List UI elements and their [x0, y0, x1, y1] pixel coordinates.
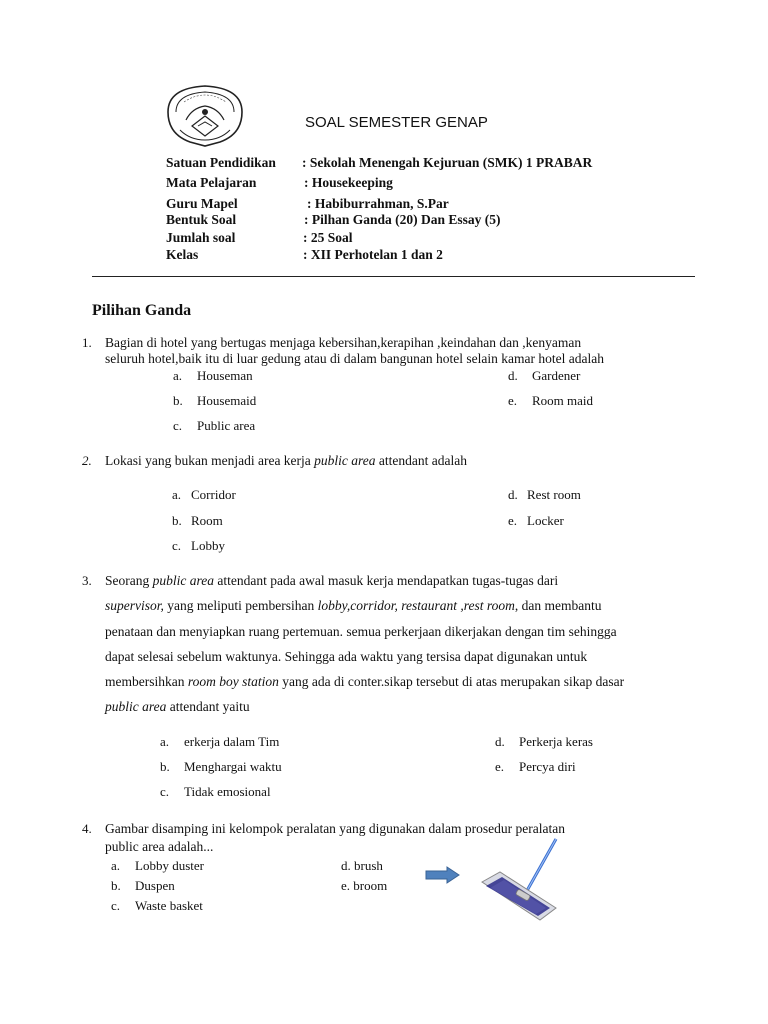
text-run: yang meliputi pembersihan [163, 598, 318, 613]
text-run-italic: public area [152, 573, 214, 588]
option-b-letter: b. [173, 393, 183, 408]
page-title: SOAL SEMESTER GENAP [305, 114, 488, 131]
option-e-letter: e. [508, 393, 518, 408]
option-e[interactable]: Locker [527, 513, 564, 528]
option-a[interactable]: Corridor [191, 487, 236, 502]
option-e[interactable]: Percya diri [519, 759, 576, 774]
text-run-italic: supervisor, [105, 598, 164, 613]
option-b[interactable]: Duspen [135, 878, 175, 893]
option-b[interactable]: Housemaid [197, 393, 257, 408]
option-d-letter: d. [508, 368, 518, 383]
text-run: attendant adalah [375, 453, 468, 468]
question-text-line [105, 598, 601, 614]
header-value-satuan: : Sekolah Menengah Kejuruan (SMK) 1 PRABAR [302, 155, 593, 170]
header-label-satuan: Satuan Pendidikan [166, 155, 276, 170]
option-a[interactable]: Lobby duster [135, 858, 204, 873]
text-run: yang ada di conter.sikap tersebut di atas merupakan sikap dasar [278, 674, 625, 689]
option-a-letter: a. [172, 487, 182, 502]
text-run: attendant pada awal masuk kerja mendapatkan tugas-tugas dari [214, 573, 559, 588]
option-e[interactable]: e. broom [341, 878, 388, 893]
option-c[interactable]: Public area [197, 418, 256, 433]
question-text-line: seluruh hotel,baik itu di luar gedung atau di dalam bangunan hotel selain kamar hotel adalah [105, 351, 604, 366]
option-c[interactable]: Lobby [191, 538, 225, 553]
option-e-letter: e. [495, 759, 505, 774]
header-value-guru: : Habiburrahman, S.Par [307, 196, 449, 211]
question-text-line: public area adalah... [105, 839, 214, 854]
text-run: , dan membantu [514, 598, 602, 613]
option-c[interactable]: Tidak emosional [184, 784, 271, 799]
question-text-line: dapat selesai sebelum waktunya. Sehingga ada waktu yang tersisa dapat digunakan untuk [105, 649, 588, 664]
section-title: Pilihan Ganda [92, 302, 192, 319]
header-label-kelas: Kelas [166, 247, 199, 262]
flat-mop-image [478, 836, 560, 932]
option-d[interactable]: Rest room [527, 487, 581, 502]
text-run-italic: lobby,corridor, restaurant ,rest room [317, 598, 515, 613]
question-text-line [105, 573, 558, 589]
option-a[interactable]: erkerja dalam Tim [184, 734, 280, 749]
option-c-letter: c. [160, 784, 170, 799]
header-value-mapel: : Housekeeping [304, 175, 393, 190]
text-run: membersihkan [105, 674, 188, 689]
header-value-bentuk: : Pilhan Ganda (20) Dan Essay (5) [304, 212, 501, 227]
question-text-line: Bagian di hotel yang bertugas menjaga kebersihan,kerapihan ,keindahan dan ,kenyaman [105, 335, 582, 350]
header-value-kelas: : XII Perhotelan 1 dan 2 [303, 247, 443, 262]
text-run: Lokasi yang bukan menjadi area kerja [105, 453, 315, 468]
option-b-letter: b. [111, 878, 121, 893]
option-a-letter: a. [160, 734, 170, 749]
text-run-italic: public area [314, 453, 376, 468]
header-divider [92, 276, 695, 277]
option-d[interactable]: Perkerja keras [519, 734, 593, 749]
question-number: 2. [82, 453, 92, 468]
tut-wuri-handayani-logo-icon [162, 82, 248, 148]
question-text-line [105, 699, 250, 715]
text-run: Seorang [105, 573, 153, 588]
text-run-italic: room boy station [187, 674, 279, 689]
question-text-line [105, 453, 467, 469]
option-a-letter: a. [173, 368, 183, 383]
header-label-jumlah: Jumlah soal [166, 230, 236, 245]
question-text-line: Gambar disamping ini kelompok peralatan yang digunakan dalam prosedur peralatan [105, 821, 565, 836]
question-number: 1. [82, 335, 92, 350]
question-text-line [105, 674, 624, 690]
question-number: 3. [82, 573, 92, 588]
header-label-guru: Guru Mapel [166, 196, 238, 211]
text-run: attendant yaitu [166, 699, 250, 714]
option-d-letter: d. [495, 734, 505, 749]
option-c-letter: c. [173, 418, 183, 433]
option-d[interactable]: Gardener [532, 368, 581, 383]
option-e-letter: e. [508, 513, 518, 528]
header-label-bentuk: Bentuk Soal [166, 212, 237, 227]
option-b-letter: b. [172, 513, 182, 528]
option-c[interactable]: Waste basket [135, 898, 203, 913]
header-label-mapel: Mata Pelajaran [166, 175, 257, 190]
header-value-jumlah: : 25 Soal [303, 230, 353, 245]
option-d[interactable]: d. brush [341, 858, 383, 873]
text-run-italic: public area [105, 699, 167, 714]
option-a[interactable]: Houseman [197, 368, 253, 383]
question-number: 4. [82, 821, 92, 836]
option-c-letter: c. [172, 538, 182, 553]
option-e[interactable]: Room maid [532, 393, 594, 408]
option-a-letter: a. [111, 858, 121, 873]
right-arrow-icon [425, 866, 461, 884]
question-text-line: penataan dan menyiapkan ruang pertemuan. semua perkerjaan dikerjakan dengan tim sehingga [105, 624, 617, 639]
option-b[interactable]: Menghargai waktu [184, 759, 282, 774]
option-d-letter: d. [508, 487, 518, 502]
option-c-letter: c. [111, 898, 121, 913]
option-b-letter: b. [160, 759, 170, 774]
option-b[interactable]: Room [191, 513, 223, 528]
